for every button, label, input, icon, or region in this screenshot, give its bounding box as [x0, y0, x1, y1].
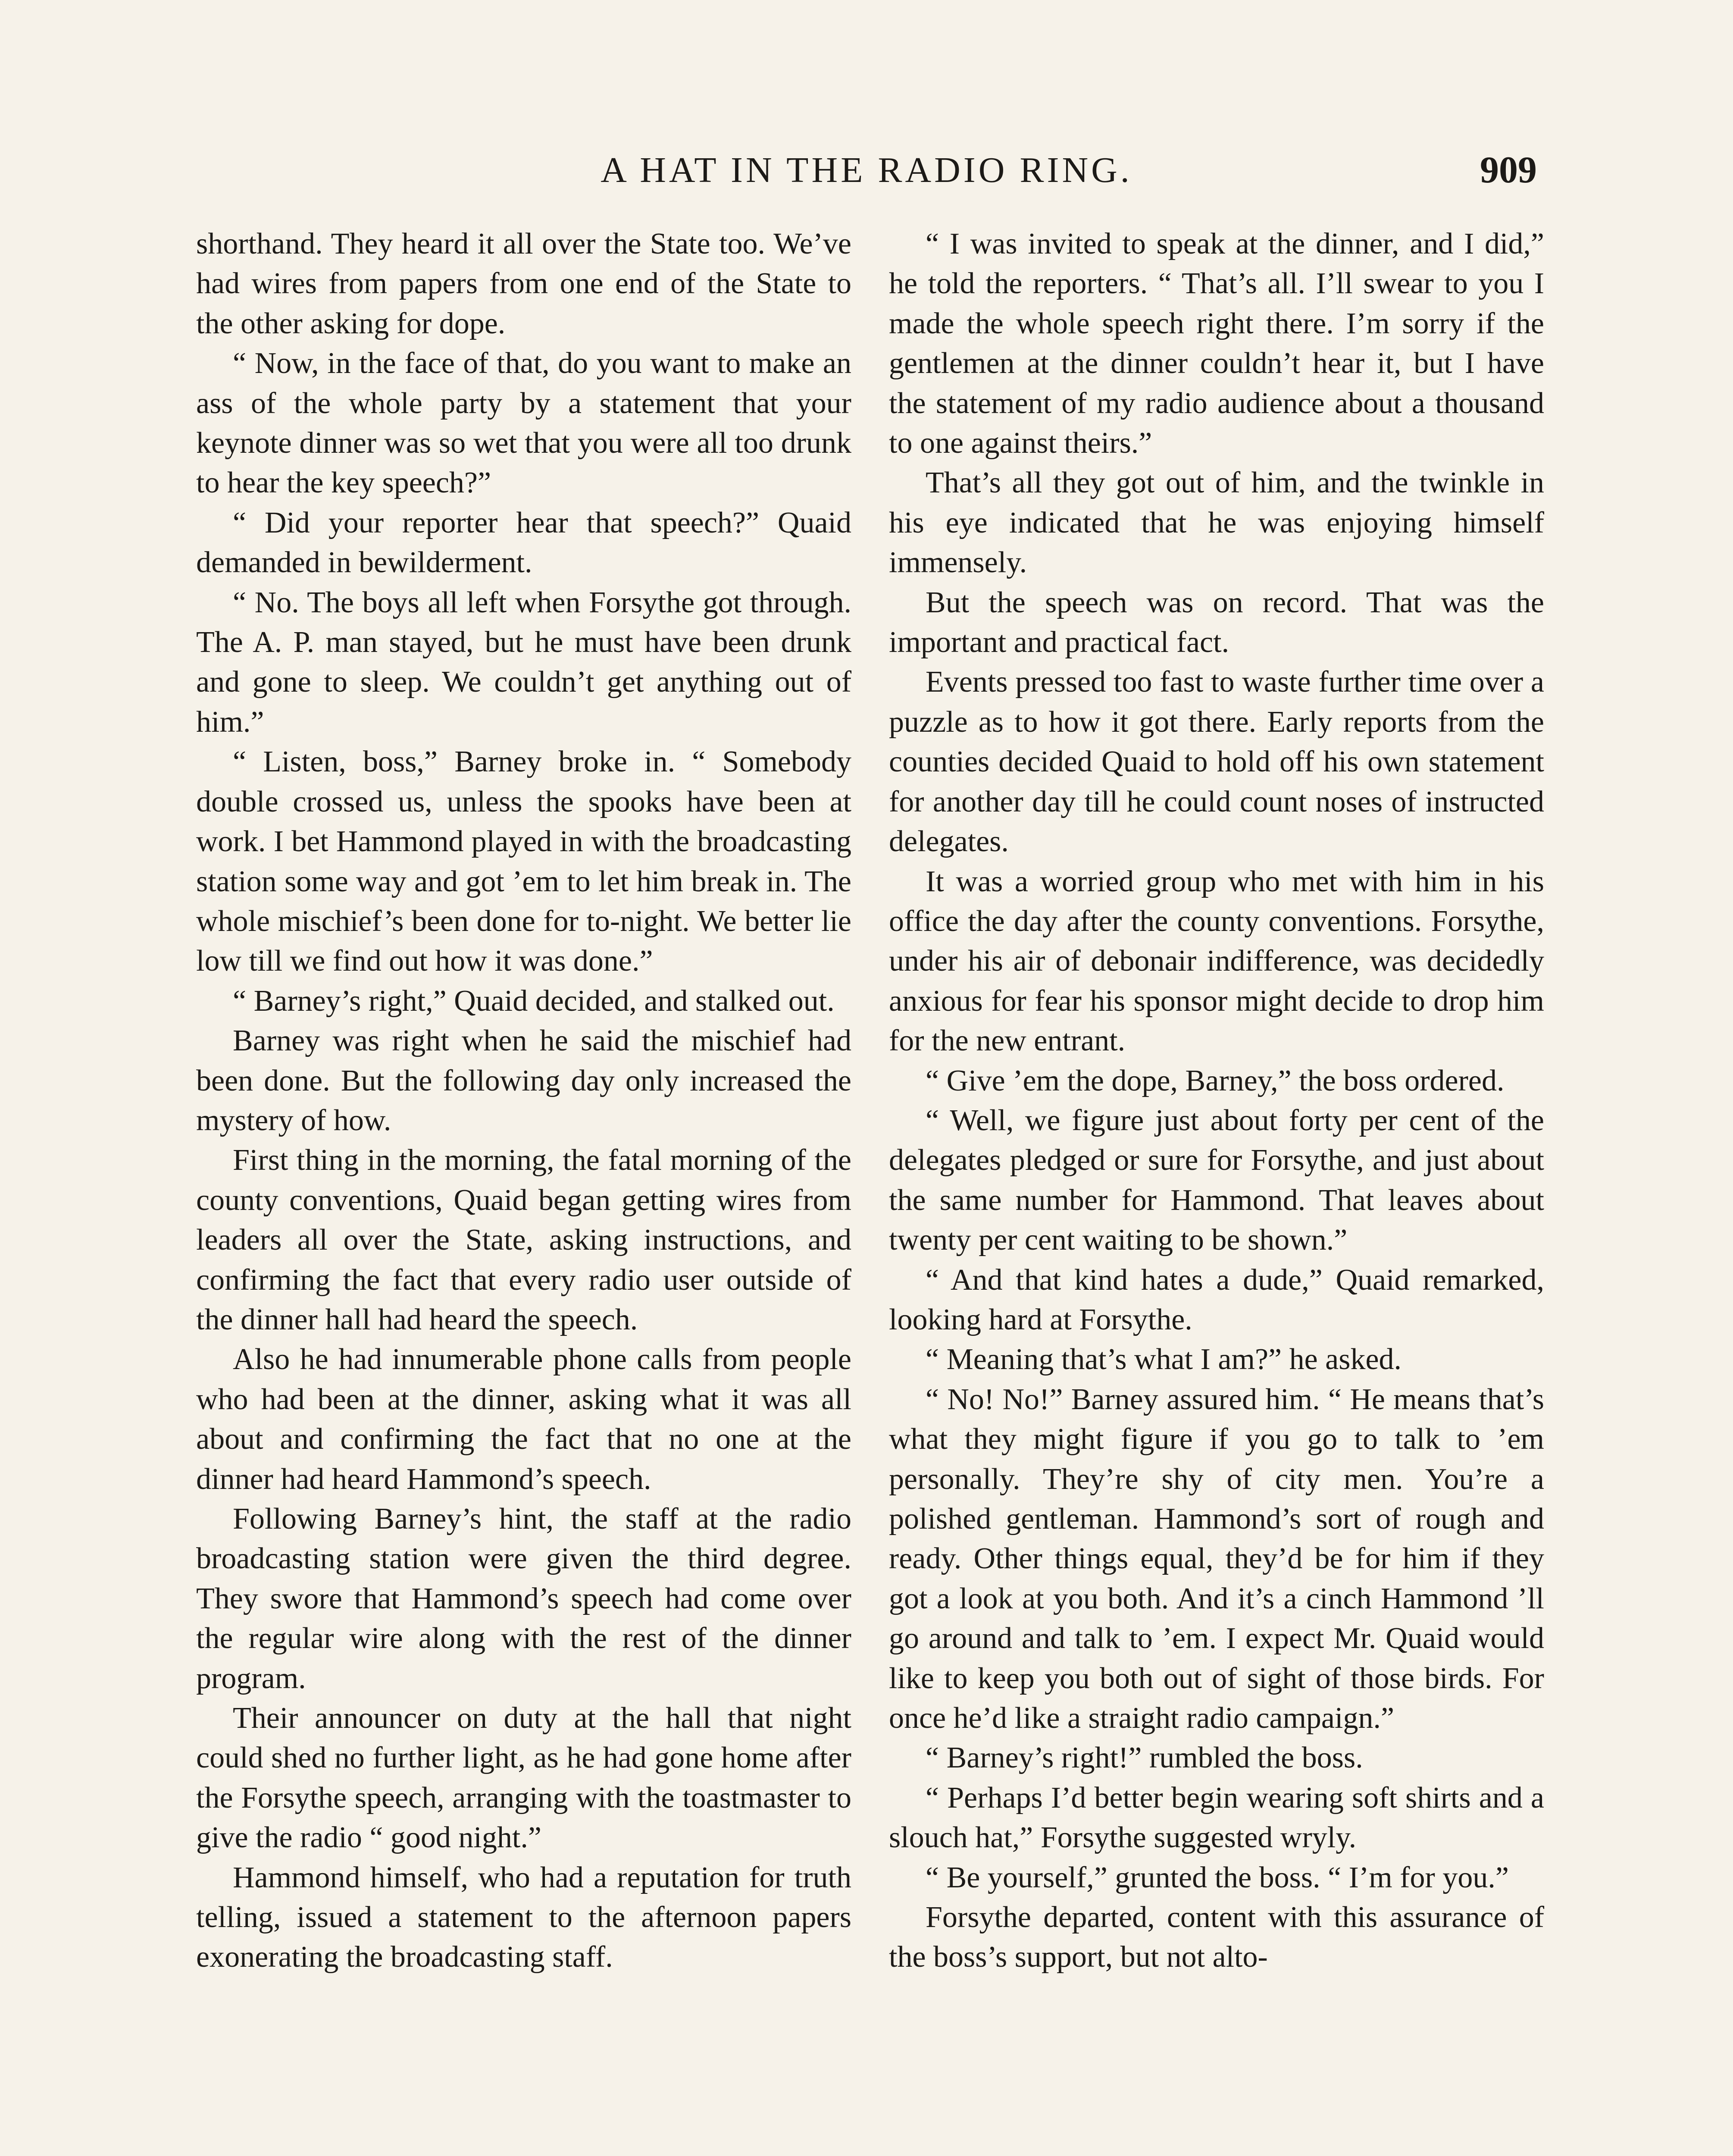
paragraph: “ Be yourself,” grunted the boss. “ I’m for you.” [926, 1861, 1509, 1894]
paragraph: That’s all they got out of him, and the twinkle in his eye indicated that he was enjoying himself immensely. [889, 466, 1544, 580]
paragraph: Barney was right when he said the mischief had been done. But the following day only increased the mystery of how. [196, 1024, 851, 1137]
page-number: 909 [1480, 149, 1537, 191]
paragraph: shorthand. They heard it all over the State too. We’ve had wires from papers from one end of the State to the other asking for dope. [196, 227, 851, 340]
paragraph: “ No. The boys all left when Forsythe got through. The A. P. man stayed, but he must have been drunk and gone to sleep. We couldn’t get anything out of him.” [196, 586, 851, 739]
paragraph: “ Now, in the face of that, do you want to make an ass of the whole party by a statement that your keynote dinner was so wet that you were all too drunk to hear the key speech?” [196, 347, 851, 500]
paragraph: “ I was invited to speak at the dinner, and I did,” he told the reporters. “ That’s all. I’ll swear to you I made the whole speech right there. I’m sorry if the gentlemen at the dinner couldn’t hear it, but I have the statement of my radio audience about a thousand to one against theirs.” [889, 227, 1544, 460]
right-column [889, 224, 1544, 1977]
paragraph: Also he had innumerable phone calls from people who had been at the dinner, asking what it was all about and confirming the fact that no one at the dinner had heard Hammond’s speech. [196, 1343, 851, 1496]
paragraph: First thing in the morning, the fatal morning of the county conventions, Quaid began getting wires from leaders all over the State, asking instructions, and confirming the fact that every radio user outside of the dinner hall had heard the speech. [196, 1144, 851, 1336]
paragraph: Forsythe departed, content with this assurance of the boss’s support, but not alto- [889, 1901, 1544, 1974]
paragraph: “ Well, we figure just about forty per cent of the delegates pledged or sure for Forsythe, and just about the same number for Hammond. That leaves about twenty per cent waiting to be shown.” [889, 1103, 1544, 1257]
left-column [196, 224, 851, 1977]
paragraph: “ Barney’s right,” Quaid decided, and stalked out. [233, 984, 835, 1018]
paragraph: “ No! No!” Barney assured him. “ He means that’s what they might figure if you go to talk to ’em personally. They’re shy of city men. You’re a polished gentleman. Hammond’s sort of rough and ready. Other things equal, they’d be for him if they got a look at you both. And it’s a cinch Hammond ’ll go around and talk to ’em. I expect Mr. Quaid would like to keep you both out of sight of those birds. For once he’d like a straight radio campaign.” [889, 1382, 1544, 1735]
paragraph: “ Did your reporter hear that speech?” Quaid demanded in bewilderment. [196, 506, 851, 580]
paragraph: “ Meaning that’s what I am?” he asked. [926, 1343, 1402, 1376]
paragraph: Events pressed too fast to waste further time over a puzzle as to how it got there. Early reports from the counties decided Quaid to hold off his own statement for another day till he could count noses of instructed delegates. [889, 665, 1544, 859]
paragraph: “ Listen, boss,” Barney broke in. “ Somebody double crossed us, unless the spooks have been at work. I bet Hammond played in with the broadcasting station some way and got ’em to let him break in. The whole mischief’s been done for to-night. We better lie low till we find out how it was done.” [196, 745, 851, 978]
paragraph: “ And that kind hates a dude,” Quaid remarked, looking hard at Forsythe. [889, 1263, 1544, 1336]
paragraph: Hammond himself, who had a reputation for truth telling, issued a statement to the afternoon papers exonerating the broadcasting staff. [196, 1861, 851, 1974]
running-title: A HAT IN THE RADIO RING. [601, 150, 1132, 190]
page-header [196, 142, 1537, 198]
paragraph: “ Barney’s right!” rumbled the boss. [926, 1741, 1363, 1775]
paragraph: Following Barney’s hint, the staff at the radio broadcasting station were given the third degree. They swore that Hammond’s speech had come over the regular wire along with the rest of the dinner program. [196, 1502, 851, 1695]
paragraph: It was a worried group who met with him in his office the day after the county conventions. Forsythe, under his air of debonair indifference, was decidedly anxious for fear his sponsor might decide to drop him for the new entrant. [889, 865, 1544, 1058]
paragraph: “ Give ’em the dope, Barney,” the boss ordered. [926, 1064, 1505, 1097]
paragraph: But the speech was on record. That was the important and practical fact. [889, 586, 1544, 659]
paragraph: Their announcer on duty at the hall that night could shed no further light, as he had gone home after the Forsythe speech, arranging with the toastmaster to give the radio “ good night.” [196, 1702, 851, 1855]
paragraph: “ Perhaps I’d better begin wearing soft shirts and a slouch hat,” Forsythe suggested wryly. [889, 1781, 1544, 1855]
